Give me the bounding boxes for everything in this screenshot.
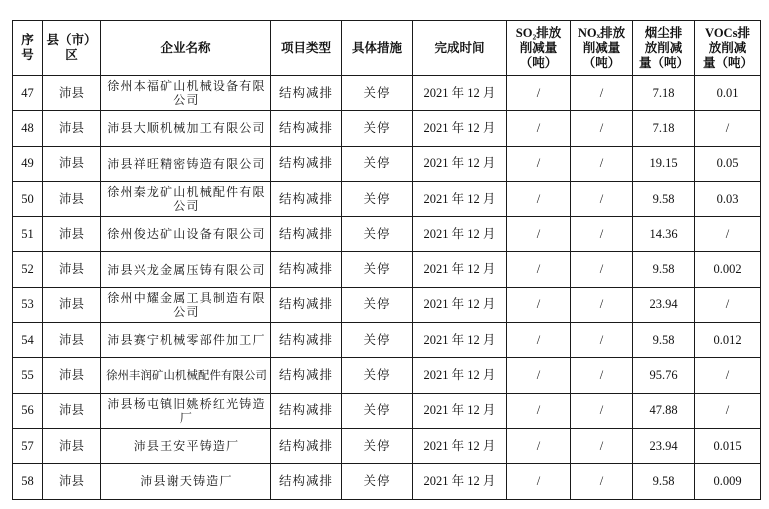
cell-project-type: 结构减排 bbox=[271, 358, 342, 393]
header-vocs-reduction: VOCs排放削减量（吨） bbox=[695, 21, 761, 76]
header-so2-reduction: SO₂排放削减量（吨） bbox=[507, 21, 571, 76]
cell-index: 55 bbox=[13, 358, 43, 393]
cell-dust-reduction: 9.58 bbox=[633, 464, 695, 499]
cell-county: 沛县 bbox=[43, 146, 101, 181]
cell-county: 沛县 bbox=[43, 428, 101, 463]
cell-county: 沛县 bbox=[43, 464, 101, 499]
cell-vocs-reduction: / bbox=[695, 358, 761, 393]
cell-vocs-reduction: / bbox=[695, 217, 761, 252]
cell-dust-reduction: 7.18 bbox=[633, 76, 695, 111]
cell-company-name: 沛县谢天铸造厂 bbox=[101, 464, 271, 499]
table-row bbox=[13, 146, 761, 181]
cell-completion-time: 2021 年 12 月 bbox=[413, 181, 507, 216]
table-row bbox=[13, 181, 761, 216]
cell-county: 沛县 bbox=[43, 393, 101, 428]
header-company-name: 企业名称 bbox=[101, 21, 271, 76]
table-row bbox=[13, 358, 761, 393]
table-row bbox=[13, 393, 761, 428]
cell-index: 50 bbox=[13, 181, 43, 216]
header-county: 县（市）区 bbox=[43, 21, 101, 76]
cell-so2-reduction: / bbox=[507, 146, 571, 181]
cell-nox-reduction: / bbox=[571, 287, 633, 322]
cell-completion-time: 2021 年 12 月 bbox=[413, 217, 507, 252]
cell-completion-time: 2021 年 12 月 bbox=[413, 323, 507, 358]
cell-company-name: 徐州俊达矿山设备有限公司 bbox=[101, 217, 271, 252]
cell-company-name: 沛县王安平铸造厂 bbox=[101, 428, 271, 463]
table-row bbox=[13, 217, 761, 252]
cell-dust-reduction: 14.36 bbox=[633, 217, 695, 252]
table-row bbox=[13, 252, 761, 287]
cell-measure: 关停 bbox=[342, 358, 413, 393]
cell-project-type: 结构减排 bbox=[271, 146, 342, 181]
cell-completion-time: 2021 年 12 月 bbox=[413, 111, 507, 146]
cell-measure: 关停 bbox=[342, 393, 413, 428]
cell-project-type: 结构减排 bbox=[271, 323, 342, 358]
cell-project-type: 结构减排 bbox=[271, 181, 342, 216]
table-row bbox=[13, 428, 761, 463]
cell-company-name: 徐州本福矿山机械设备有限公司 bbox=[101, 76, 271, 111]
cell-index: 47 bbox=[13, 76, 43, 111]
cell-nox-reduction: / bbox=[571, 217, 633, 252]
cell-project-type: 结构减排 bbox=[271, 464, 342, 499]
cell-county: 沛县 bbox=[43, 76, 101, 111]
cell-company-name: 沛县兴龙金属压铸有限公司 bbox=[101, 252, 271, 287]
cell-county: 沛县 bbox=[43, 217, 101, 252]
cell-vocs-reduction: 0.03 bbox=[695, 181, 761, 216]
cell-dust-reduction: 9.58 bbox=[633, 323, 695, 358]
cell-measure: 关停 bbox=[342, 111, 413, 146]
table-row bbox=[13, 323, 761, 358]
cell-measure: 关停 bbox=[342, 252, 413, 287]
cell-so2-reduction: / bbox=[507, 111, 571, 146]
cell-index: 51 bbox=[13, 217, 43, 252]
cell-company-name: 徐州秦龙矿山机械配件有限公司 bbox=[101, 181, 271, 216]
cell-dust-reduction: 47.88 bbox=[633, 393, 695, 428]
cell-vocs-reduction: 0.05 bbox=[695, 146, 761, 181]
cell-dust-reduction: 9.58 bbox=[633, 181, 695, 216]
cell-dust-reduction: 95.76 bbox=[633, 358, 695, 393]
cell-so2-reduction: / bbox=[507, 464, 571, 499]
cell-nox-reduction: / bbox=[571, 76, 633, 111]
cell-so2-reduction: / bbox=[507, 428, 571, 463]
cell-company-name: 沛县赛宁机械零部件加工厂 bbox=[101, 323, 271, 358]
cell-index: 53 bbox=[13, 287, 43, 322]
cell-dust-reduction: 19.15 bbox=[633, 146, 695, 181]
cell-nox-reduction: / bbox=[571, 428, 633, 463]
cell-project-type: 结构减排 bbox=[271, 76, 342, 111]
cell-dust-reduction: 23.94 bbox=[633, 287, 695, 322]
cell-company-name: 沛县祥旺精密铸造有限公司 bbox=[101, 146, 271, 181]
cell-county: 沛县 bbox=[43, 323, 101, 358]
cell-vocs-reduction: 0.009 bbox=[695, 464, 761, 499]
cell-project-type: 结构减排 bbox=[271, 252, 342, 287]
cell-measure: 关停 bbox=[342, 464, 413, 499]
cell-index: 48 bbox=[13, 111, 43, 146]
cell-vocs-reduction: 0.002 bbox=[695, 252, 761, 287]
cell-so2-reduction: / bbox=[507, 252, 571, 287]
cell-project-type: 结构减排 bbox=[271, 287, 342, 322]
cell-so2-reduction: / bbox=[507, 181, 571, 216]
cell-measure: 关停 bbox=[342, 287, 413, 322]
cell-company-name: 沛县大顺机械加工有限公司 bbox=[101, 111, 271, 146]
cell-nox-reduction: / bbox=[571, 323, 633, 358]
cell-so2-reduction: / bbox=[507, 76, 571, 111]
cell-completion-time: 2021 年 12 月 bbox=[413, 428, 507, 463]
cell-vocs-reduction: 0.01 bbox=[695, 76, 761, 111]
cell-vocs-reduction: 0.012 bbox=[695, 323, 761, 358]
cell-county: 沛县 bbox=[43, 252, 101, 287]
table-row bbox=[13, 464, 761, 499]
cell-measure: 关停 bbox=[342, 181, 413, 216]
cell-county: 沛县 bbox=[43, 358, 101, 393]
cell-nox-reduction: / bbox=[571, 146, 633, 181]
cell-measure: 关停 bbox=[342, 76, 413, 111]
cell-nox-reduction: / bbox=[571, 464, 633, 499]
cell-vocs-reduction: 0.015 bbox=[695, 428, 761, 463]
cell-index: 49 bbox=[13, 146, 43, 181]
cell-completion-time: 2021 年 12 月 bbox=[413, 287, 507, 322]
cell-company-name: 沛县杨屯镇旧姚桥红光铸造厂 bbox=[101, 393, 271, 428]
cell-vocs-reduction: / bbox=[695, 287, 761, 322]
cell-completion-time: 2021 年 12 月 bbox=[413, 464, 507, 499]
cell-project-type: 结构减排 bbox=[271, 393, 342, 428]
cell-project-type: 结构减排 bbox=[271, 217, 342, 252]
cell-so2-reduction: / bbox=[507, 393, 571, 428]
cell-company-name: 徐州丰润矿山机械配件有限公司 bbox=[101, 358, 271, 393]
cell-index: 52 bbox=[13, 252, 43, 287]
cell-company-name: 徐州中耀金属工具制造有限公司 bbox=[101, 287, 271, 322]
table-row bbox=[13, 76, 761, 111]
cell-so2-reduction: / bbox=[507, 217, 571, 252]
cell-so2-reduction: / bbox=[507, 323, 571, 358]
table-row bbox=[13, 287, 761, 322]
cell-county: 沛县 bbox=[43, 111, 101, 146]
header-nox-reduction: NOₓ排放削减量（吨） bbox=[571, 21, 633, 76]
cell-completion-time: 2021 年 12 月 bbox=[413, 252, 507, 287]
cell-so2-reduction: / bbox=[507, 287, 571, 322]
table-header-row bbox=[13, 21, 761, 76]
cell-index: 54 bbox=[13, 323, 43, 358]
cell-measure: 关停 bbox=[342, 146, 413, 181]
cell-index: 58 bbox=[13, 464, 43, 499]
cell-dust-reduction: 7.18 bbox=[633, 111, 695, 146]
cell-nox-reduction: / bbox=[571, 358, 633, 393]
cell-nox-reduction: / bbox=[571, 393, 633, 428]
cell-completion-time: 2021 年 12 月 bbox=[413, 393, 507, 428]
cell-measure: 关停 bbox=[342, 217, 413, 252]
cell-completion-time: 2021 年 12 月 bbox=[413, 358, 507, 393]
cell-nox-reduction: / bbox=[571, 181, 633, 216]
cell-measure: 关停 bbox=[342, 323, 413, 358]
header-completion-time: 完成时间 bbox=[413, 21, 507, 76]
cell-so2-reduction: / bbox=[507, 358, 571, 393]
cell-dust-reduction: 23.94 bbox=[633, 428, 695, 463]
cell-completion-time: 2021 年 12 月 bbox=[413, 146, 507, 181]
header-dust-reduction: 烟尘排放削减量（吨） bbox=[633, 21, 695, 76]
cell-vocs-reduction: / bbox=[695, 393, 761, 428]
cell-project-type: 结构减排 bbox=[271, 111, 342, 146]
cell-county: 沛县 bbox=[43, 287, 101, 322]
cell-index: 57 bbox=[13, 428, 43, 463]
document-page bbox=[12, 20, 760, 500]
cell-measure: 关停 bbox=[342, 428, 413, 463]
cell-county: 沛县 bbox=[43, 181, 101, 216]
table-row bbox=[13, 111, 761, 146]
cell-nox-reduction: / bbox=[571, 111, 633, 146]
header-project-type: 项目类型 bbox=[271, 21, 342, 76]
cell-nox-reduction: / bbox=[571, 252, 633, 287]
header-index: 序号 bbox=[13, 21, 43, 76]
cell-dust-reduction: 9.58 bbox=[633, 252, 695, 287]
emission-reduction-table bbox=[12, 20, 761, 500]
cell-completion-time: 2021 年 12 月 bbox=[413, 76, 507, 111]
cell-index: 56 bbox=[13, 393, 43, 428]
header-measure: 具体措施 bbox=[342, 21, 413, 76]
cell-project-type: 结构减排 bbox=[271, 428, 342, 463]
cell-vocs-reduction: / bbox=[695, 111, 761, 146]
